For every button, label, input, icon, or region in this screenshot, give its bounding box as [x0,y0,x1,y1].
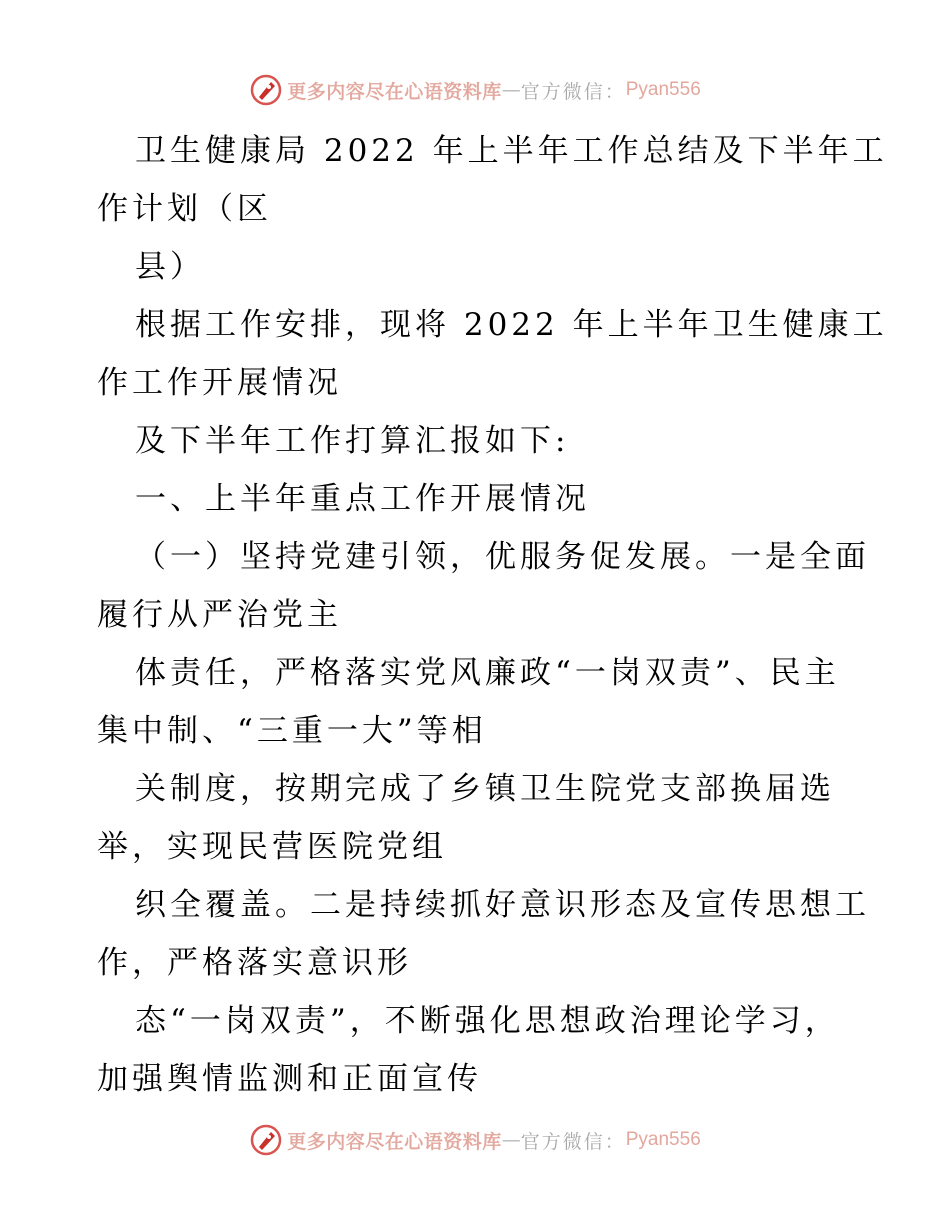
document-line: 举，实现民营医院党组 [97,829,447,865]
document-line: 履行从严治党主 [97,597,342,633]
header-watermark-banner [0,70,950,110]
watermark-wechat-label: 官方微信： [520,1130,626,1153]
document-line: （一）坚持党建引领，优服务促发展。一是全面 [135,539,870,575]
watermark-wechat-label: 官方微信： [520,80,626,103]
document-line: 织全覆盖。二是持续抓好意识形态及宣传思想工 [135,887,870,923]
document-line: 县） [135,249,205,285]
document-line: 关制度，按期完成了乡镇卫生院党支部换届选 [135,771,835,807]
document-body [97,122,888,1108]
document-line: 集中制、“三重一大”等相 [97,713,487,749]
watermark-brand-text: 更多内容尽在心语资料库 [287,1130,502,1153]
document-line: 态“一岗双责”，不断强化思想政治理论学习， [135,1003,840,1039]
watermark-wechat-id: Pyan556 [625,79,701,100]
watermark-separator: — [501,1129,521,1151]
document-line: 及下半年工作打算汇报如下: [135,423,570,459]
document-line: 加强舆情监测和正面宣传 [97,1061,482,1097]
pen-nib-logo-icon [249,1123,283,1157]
document-line: 作，严格落实意识形 [97,945,412,981]
watermark-brand-text: 更多内容尽在心语资料库 [287,80,502,103]
document-line: 作工作开展情况 [97,365,342,401]
watermark-separator: — [501,79,521,101]
footer-watermark-banner [0,1120,950,1160]
document-line: 卫生健康局 2022 年上半年工作总结及下半年工 [135,133,888,169]
document-line: 一、上半年重点工作开展情况 [135,481,590,517]
document-line: 体责任，严格落实党风廉政“一岗双责”、民主 [135,655,840,691]
document-line: 作计划（区 [97,191,272,227]
pen-nib-logo-icon [249,73,283,107]
document-line: 根据工作安排，现将 2022 年上半年卫生健康工 [135,307,888,343]
watermark-wechat-id: Pyan556 [625,1129,701,1150]
